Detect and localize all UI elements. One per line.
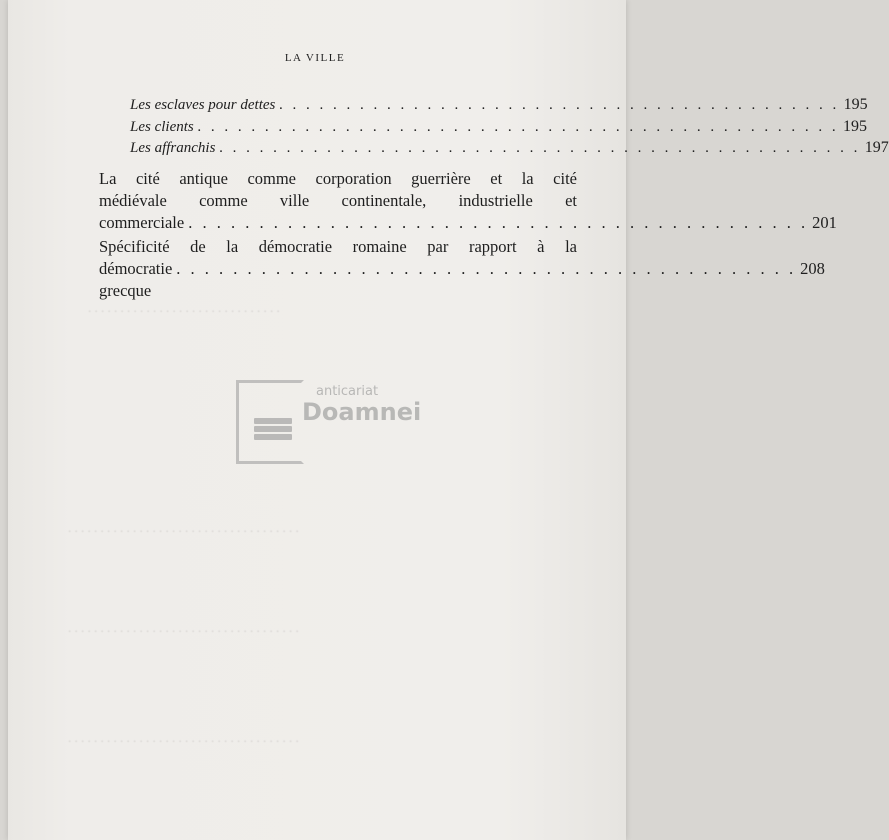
watermark-small-text: anticariat <box>316 384 379 399</box>
toc-entry-page: 208 <box>800 259 825 278</box>
toc-entry <box>130 118 867 136</box>
toc-entry-label: Les esclaves pour dettes <box>130 97 276 113</box>
show-through-text: . . . . . . . . . . . . . . . . . . . . . . . . . . . . . . . . . . . . <box>68 520 299 535</box>
books-icon <box>254 418 292 444</box>
toc-entry-label: démocratie grecque <box>99 259 173 300</box>
toc-entry <box>130 139 889 157</box>
leader-dots: . . . . . . . . . . . . . . . . . . . . . . . . . . . . . . . . . . . . . . . . . . . . . . . . <box>197 119 839 135</box>
toc-entry <box>130 96 868 114</box>
toc-main-entry <box>99 236 825 302</box>
watermark-big-text: Doamnei <box>302 398 422 426</box>
toc-entry-label: commerciale <box>99 213 185 232</box>
leader-dots: . . . . . . . . . . . . . . . . . . . . . . . . . . . . . . . . . . . . . . . . . . . . . . . . <box>219 140 861 156</box>
show-through-text: . . . . . . . . . . . . . . . . . . . . . . . . . . . . . . . . . . . . <box>68 620 299 635</box>
toc-entry-label: Les clients <box>130 119 194 135</box>
toc-entry-line: médiévale comme ville continentale, industrielle et <box>99 191 577 210</box>
running-header: LA VILLE <box>284 52 346 64</box>
toc-entry-page: 197 <box>864 139 889 156</box>
toc-main-entry <box>99 168 837 234</box>
toc-entry-last-line <box>99 258 825 302</box>
toc-entry-page: 195 <box>843 118 867 135</box>
watermark-logo <box>236 380 422 460</box>
toc-entry-page: 201 <box>812 213 837 232</box>
toc-entry-page: 195 <box>843 96 868 113</box>
toc-entry-line: Spécificité de la démocratie romaine par rapport à la <box>99 237 577 256</box>
toc-entry-last-line <box>99 212 837 234</box>
toc-entry-label: Les affranchis <box>130 140 216 156</box>
show-through-text: . . . . . . . . . . . . . . . . . . . . . . . . . . . . . . <box>88 300 280 315</box>
toc-entry-line: La cité antique comme corporation guerrière et la cité <box>99 169 577 188</box>
leader-dots: . . . . . . . . . . . . . . . . . . . . . . . . . . . . . . . . . . . . . . . . . . . . <box>188 213 809 232</box>
show-through-text: . . . . . . . . . . . . . . . . . . . . . . . . . . . . . . . . . . . . <box>68 730 299 745</box>
leader-dots: . . . . . . . . . . . . . . . . . . . . . . . . . . . . . . . . . . . . . . . . . . . . <box>176 259 797 278</box>
leader-dots: . . . . . . . . . . . . . . . . . . . . . . . . . . . . . . . . . . . . . . . . . . <box>279 97 840 113</box>
